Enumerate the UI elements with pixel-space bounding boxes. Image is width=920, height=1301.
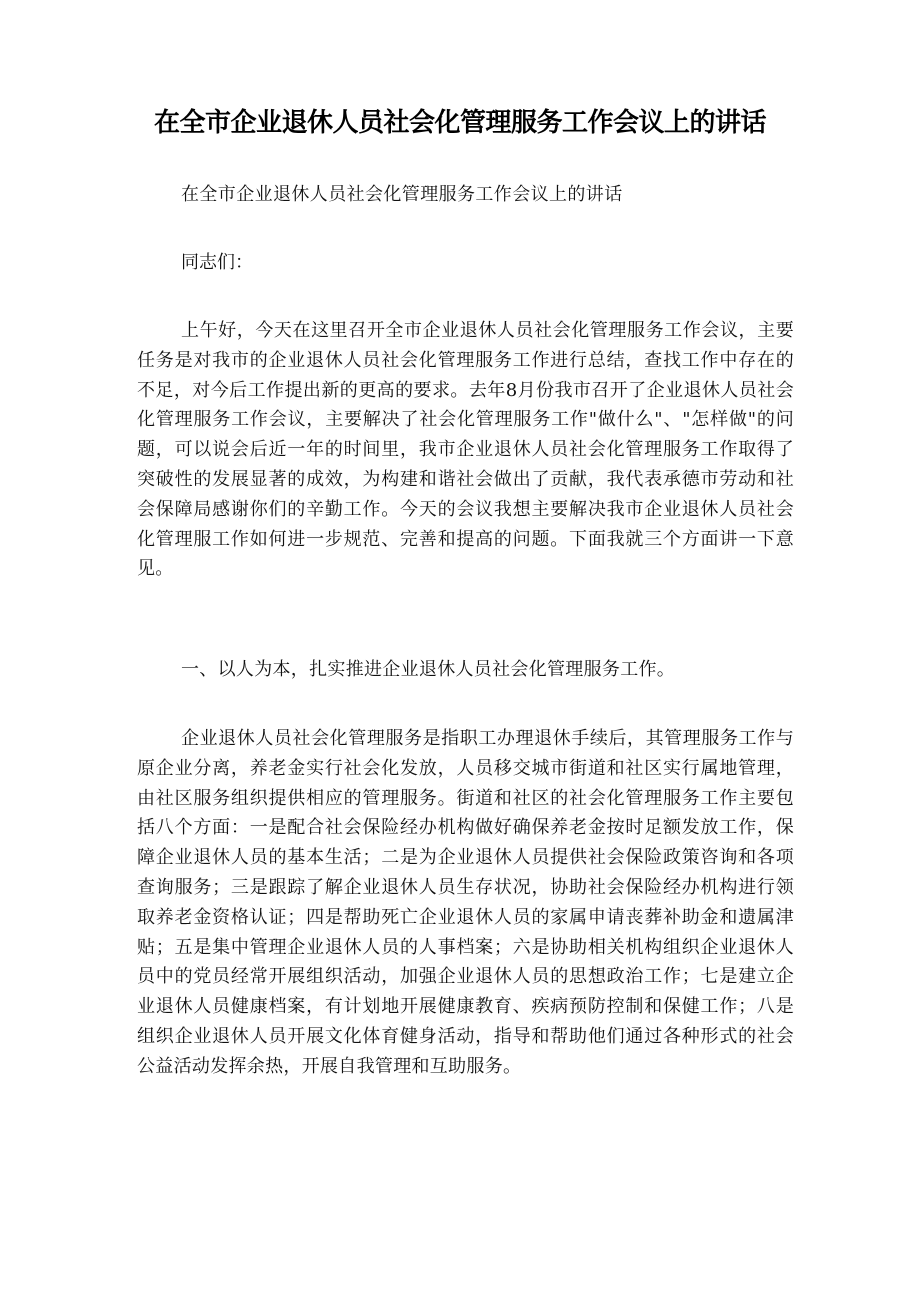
document-subtitle: 在全市企业退休人员社会化管理服务工作会议上的讲话: [181, 184, 623, 205]
section-heading-1: 一、以人为本，扎实推进企业退休人员社会化管理服务工作。: [181, 659, 676, 680]
document-title: 在全市企业退休人员社会化管理服务工作会议上的讲话: [153, 108, 766, 138]
opening-paragraph: 上午好，今天在这里召开全市企业退休人员社会化管理服务工作会议，主要任务是对我市的企业退休人员社会化管理服务工作进行总结，查找工作中存在的不足，对今后工作提出新的更高的要求。去年8月份我市召开了企业退休人员社会化管理服务工作会议，主要解决了社会化管理服务工作"做什么"、"怎样做"的问题，可以说会后近一年的时间里，我市企业退休人员社会化管理服务工作取得了突破性的发展显著的成效，为构建和谐社会做出了贡献，我代表承德市劳动和社会保障局感谢你们的辛勤工作。今天的会议我想主要解决我市企业退休人员社会化管理服工作如何进一步规范、完善和提高的问题。下面我就三个方面讲一下意见。: [137, 320, 794, 580]
salutation: 同志们：: [181, 252, 253, 273]
section-1-paragraph: 企业退休人员社会化管理服务是指职工办理退休手续后，其管理服务工作与原企业分离，养老金实行社会化发放，人员移交城市街道和社区实行属地管理，由社区服务组织提供相应的管理服务。街道和社区的社会化管理服务工作主要包括八个方面：一是配合社会保险经办机构做好确保养老金按时足额发放工作，保障企业退休人员的基本生活；二是为企业退休人员提供社会保险政策咨询和各项查询服务；三是跟踪了解企业退休人员生存状况，协助社会保险经办机构进行领取养老金资格认证；四是帮助死亡企业退休人员的家属申请丧葬补助金和遗属津贴；五是集中管理企业退休人员的人事档案；六是协助相关机构组织企业退休人员中的党员经常开展组织活动，加强企业退休人员的思想政治工作；七是建立企业退休人员健康档案，有计划地开展健康教育、疾病预防控制和保健工作；八是组织企业退休人员开展文化体育健身活动，指导和帮助他们通过各种形式的社会公益活动发挥余热，开展自我管理和互助服务。: [137, 728, 794, 1077]
